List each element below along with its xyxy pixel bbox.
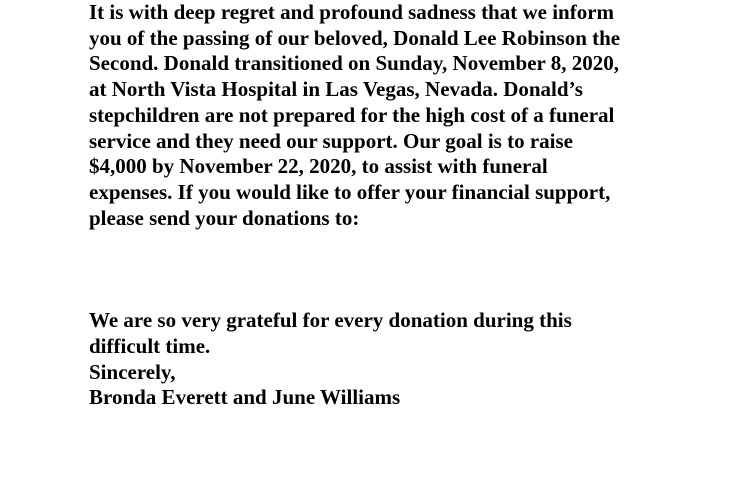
appeal-line: at North Vista Hospital in Las Vegas, Nevada. Donald’s — [89, 77, 583, 102]
signatories: Bronda Everett and June Williams — [89, 385, 401, 410]
appeal-line: It is with deep regret and profound sadness that we inform — [89, 0, 615, 24]
appeal-line: Second. Donald transitioned on Sunday, November 8, 2020, — [89, 51, 619, 76]
appeal-line: you of the passing of our beloved, Donald Lee Robinson the — [89, 25, 621, 50]
closing-salutation: Sincerely, — [89, 359, 176, 384]
gratitude-paragraph — [89, 308, 669, 411]
gratitude-line: difficult time. — [89, 334, 211, 359]
appeal-paragraph — [89, 0, 669, 231]
appeal-line: service and they need our support. Our goal is to raise — [89, 128, 573, 153]
letter-body — [89, 0, 669, 411]
gratitude-line: We are so very grateful for every donation during this — [89, 308, 572, 333]
appeal-line: $4,000 by November 22, 2020, to assist with funeral — [89, 154, 548, 179]
appeal-line: stepchildren are not prepared for the high cost of a funeral — [89, 102, 615, 127]
appeal-line: please send your donations to: — [89, 205, 360, 230]
appeal-line: expenses. If you would like to offer your financial support, — [89, 179, 611, 204]
